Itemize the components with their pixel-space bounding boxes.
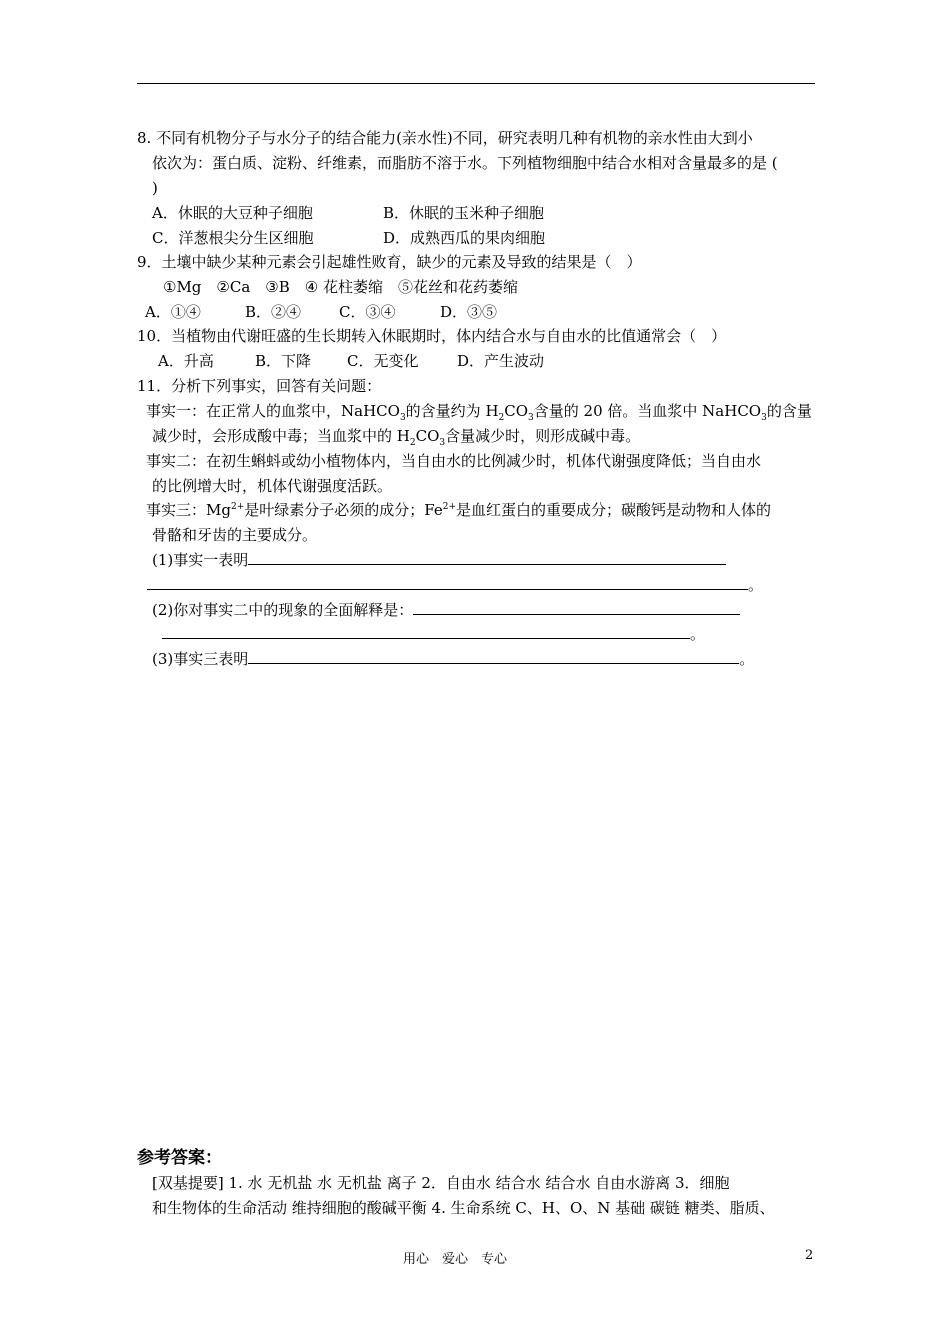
- q8-line1: 8. 不同有机物分子与水分子的结合能力(亲水性)不同，研究表明几种有机物的亲水性由大到小: [137, 129, 753, 147]
- q9-option-b: B．②④: [245, 303, 302, 321]
- q8-option-c: C．洋葱根尖分生区细胞: [152, 229, 314, 247]
- q9-line1: 9．土壤中缺少某种元素会引起雄性败育，缺少的元素及导致的结果是（ ）: [137, 253, 642, 271]
- q11-sub1-cont: 。: [147, 575, 763, 595]
- footer-motto: 用心 爱心 专心: [403, 1252, 508, 1267]
- answer-blank-3[interactable]: [248, 649, 739, 664]
- q10-option-c: C．无变化: [347, 352, 419, 370]
- q10-option-b: B．下降: [255, 352, 312, 370]
- q9-option-d: D．③⑤: [440, 303, 498, 321]
- q11-sub3: (3)事实三表明 。: [152, 650, 755, 668]
- q11-fact2-line2: 的比例增大时，机体代谢强度活跃。: [152, 477, 393, 495]
- page-number: 2: [805, 1248, 814, 1263]
- q8-option-a: A．休眠的大豆种子细胞: [152, 204, 313, 222]
- q11-fact3-line1: 事实三：$Mg^{2+}$是叶绿素分子必须的成分；$Fe^{2+}$是血红蛋白的重要成分；碳酸钙是动物和人体的: [146, 501, 772, 519]
- answer-blank-1b[interactable]: [147, 575, 748, 590]
- q9-option-a: A．①④: [145, 303, 201, 321]
- q11-fact2-line1: 事实二：在初生蝌蚪或幼小植物体内，当自由水的比例减少时，机体代谢强度降低；当自由水: [146, 452, 762, 470]
- q11-sub1: (1)事实一表明: [152, 550, 726, 570]
- header-rule: [137, 83, 815, 84]
- answer-blank-2a[interactable]: [413, 600, 740, 615]
- q11-fact1-line2: 减少时，会形成酸中毒；当血浆中的 $H_2CO_3$含量减少时，则形成碱中毒。: [152, 427, 641, 448]
- q11-sub2: (2)你对事实二中的现象的全面解释是：: [152, 600, 740, 620]
- q9-items: ①Mg ②Ca ③B ④ 花柱萎缩 ⑤花丝和花药萎缩: [163, 278, 518, 296]
- q10-option-a: A．升高: [158, 352, 214, 370]
- q11-fact3-line2: 骨骼和牙齿的主要成分。: [152, 526, 318, 544]
- q11-sub2-cont: 。: [162, 624, 705, 644]
- answers-title: 参考答案：: [137, 1148, 222, 1168]
- q11-line1: 11．分析下列事实，回答有关问题：: [137, 377, 382, 395]
- answer-blank-1a[interactable]: [248, 550, 726, 565]
- answer-blank-2b[interactable]: [162, 624, 690, 639]
- q8-line3: ): [152, 179, 158, 197]
- q9-option-c: C．③④: [339, 303, 396, 321]
- q8-line2: 依次为：蛋白质、淀粉、纤维素，而脂肪不溶于水。下列植物细胞中结合水相对含量最多的是 (: [152, 154, 778, 172]
- q8-option-d: D．成熟西瓜的果肉细胞: [383, 229, 546, 247]
- answers-line2: 和生物体的生命活动 维持细胞的酸碱平衡 4. 生命系统 C、H、O、N 基础 碳链 糖类、脂质、: [152, 1199, 775, 1217]
- q8-option-b: B．休眠的玉米种子细胞: [383, 204, 545, 222]
- q10-line1: 10．当植物由代谢旺盛的生长期转入休眠期时，体内结合水与自由水的比值通常会（ ）: [137, 327, 727, 345]
- q10-option-d: D．产生波动: [457, 352, 545, 370]
- q11-fact1-line1: 事实一：在正常人的血浆中，NaHCO$_3$的含量约为 $H_2CO_3$含量的 20 倍。当血浆中 NaHCO$_3$的含量: [146, 402, 812, 423]
- answers-line1: [双基提要] 1. 水 无机盐 水 无机盐 离子 2．自由水 结合水 结合水 自由水游离 3．细胞: [152, 1174, 730, 1192]
